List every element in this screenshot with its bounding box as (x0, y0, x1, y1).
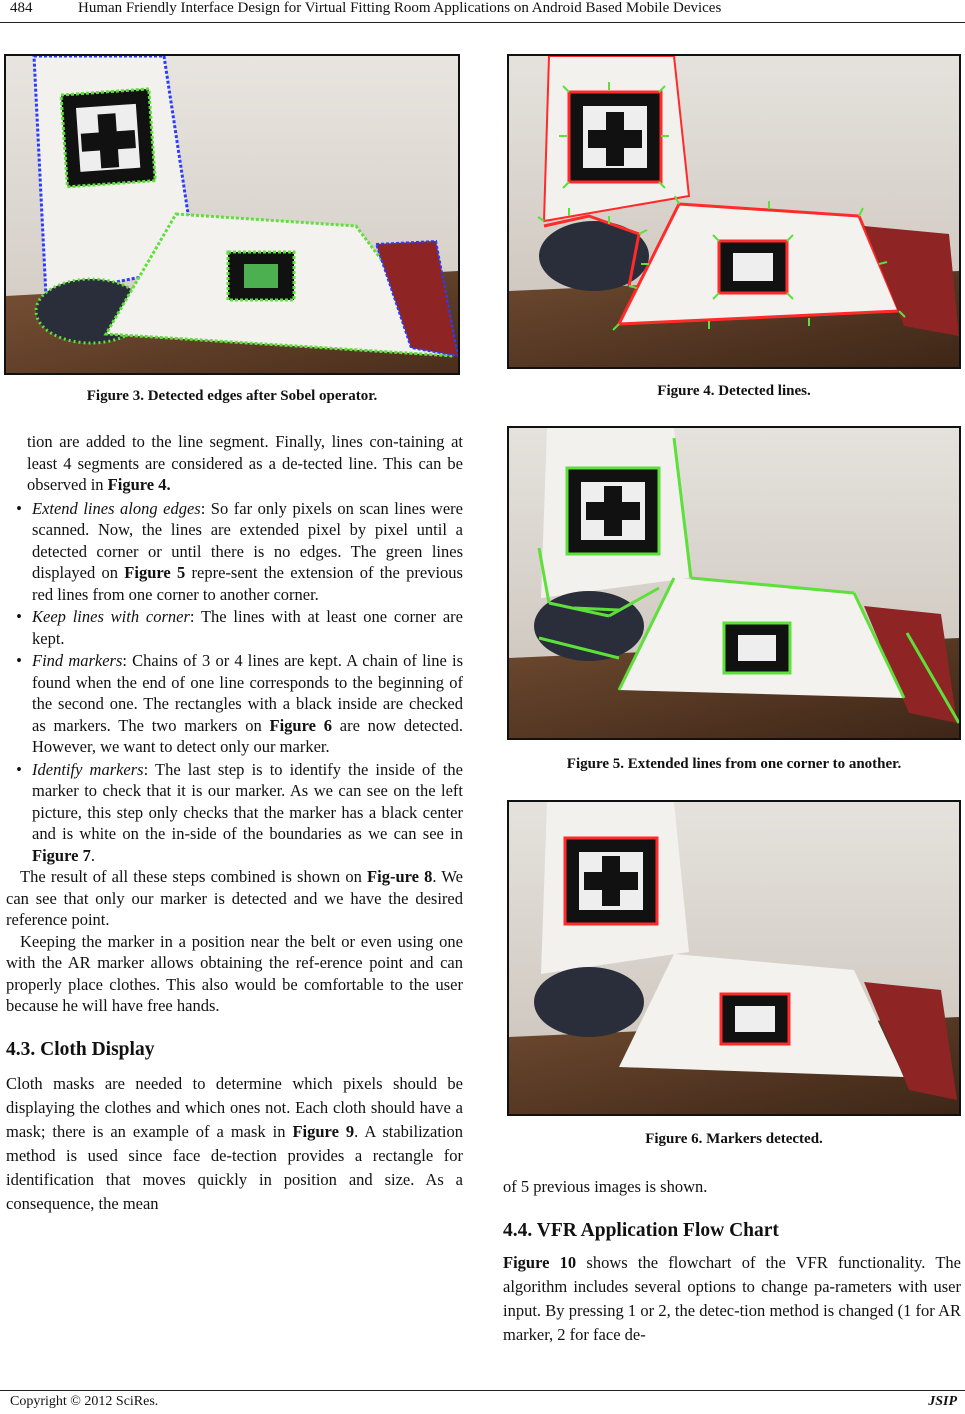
bullet-text: : So far only pixels on scan lines were scanned. Now, the lines are extended pixel by pixel until a detected corner or until there is no edges. The green lines displayed on (32, 498, 463, 582)
copyright: Copyright © 2012 SciRes. (10, 1394, 159, 1409)
figure-6-caption: Figure 6. Markers detected. (645, 1131, 823, 1147)
figure-6-ref: Figure 6 (269, 715, 332, 735)
figure-5-caption: Figure 5. Extended lines from one corner to another. (566, 756, 902, 772)
figure-10-ref: Figure 10 (503, 1253, 577, 1272)
paragraph-flowchart (503, 1251, 961, 1347)
figure-3-image (4, 54, 460, 375)
header-rule (0, 22, 965, 23)
bullet-find-markers (6, 650, 463, 758)
p2-text: . We can see that only our marker is detected and we have the desired reference point. (6, 867, 464, 929)
section-heading-4-3: 4.3. Cloth Display (6, 1038, 155, 1060)
bullet-term: Find markers (32, 651, 123, 670)
figure-4-image (507, 54, 961, 369)
p-flow-text: shows the flowchart of the VFR functionality. The algorithm includes several options to change pa-rameters with user input. By pressing 1 or 2, the detec-tion method is changed (1 for AR marker, 2 for face de- (503, 1253, 961, 1344)
bullet-text: : Chains of 3 or 4 lines are kept. A chain of line is found when the end of one line corresponds to the beginning of the second one. The rectangles with a black inside are checked as markers. The two markers on (32, 651, 463, 735)
bullet-term: Keep lines with corner (32, 607, 190, 626)
bullet-term: Extend lines along edges (32, 498, 201, 518)
section-heading-4-4: 4.4. VFR Application Flow Chart (503, 1219, 779, 1241)
bullet-text: are now detected. However, we want to detect only our marker. (32, 715, 463, 756)
bullet-text: repre-sent the extension of the previous red lines from one corner to another corner. (32, 563, 463, 604)
p2-text: The result of all these steps combined is shown on (20, 867, 368, 886)
journal-abbrev: JSIP (928, 1394, 957, 1409)
bullet-text: : The lines with at least one corner are kept. (32, 607, 463, 648)
p4-text: Cloth masks are needed to determine which pixels should be displaying the clothes and which ones not. Each cloth should have a mask; there is an example of a mask in (6, 1074, 463, 1141)
figure-7-ref: Figure 7 (32, 845, 91, 865)
bullet-dot-icon: • (16, 498, 22, 518)
bullet-extend-lines (6, 498, 463, 606)
figure-3-caption: Figure 3. Detected edges after Sobel operator. (86, 388, 378, 404)
bullet-dot-icon: • (16, 759, 22, 779)
right-column (503, 1176, 961, 1347)
bullet-dot-icon: • (16, 651, 22, 670)
figure-8-ref: Fig-ure 8 (367, 867, 433, 886)
figure-5-ref: Figure 5 (124, 563, 186, 582)
paragraph-cloth-display (6, 1072, 463, 1216)
left-column (6, 431, 463, 1216)
footer-rule (0, 1390, 965, 1391)
p1-text: tion are added to the line segment. Finally, lines con-taining at least 4 segments are considered as a de-tected line. This can be observed in (27, 432, 463, 494)
paragraph-continuation-right: of 5 previous images is shown. (503, 1177, 708, 1196)
bullet-text: : The last step is to identify the inside of the marker to check that it is our marker. As we can see on the left picture, this step only checks that the marker has a black center and is white on the in-side of the boundaries as we can see in (32, 759, 463, 843)
p4-text: . A stabilization method is used since face de-tection provides a rectangle for identification that moves quickly in position and size. As a consequence, the mean (6, 1122, 463, 1213)
bullet-dot-icon: • (16, 607, 22, 626)
figure-6-image (507, 800, 961, 1116)
paragraph-result (6, 866, 463, 931)
running-title: Human Friendly Interface Design for Virtual Fitting Room Applications on Android Based Mobile Devices (78, 0, 722, 16)
bullet-keep-lines (6, 606, 463, 649)
figure-9-ref: Figure 9 (292, 1122, 355, 1141)
figure-4-caption: Figure 4. Detected lines. (657, 383, 811, 399)
paragraph-keeping-marker: Keeping the marker in a position near the belt or even using one with the AR marker allows obtaining the ref-erence point and can properly place clothes. This also would be comfortable to the user because he will have free hands. (6, 931, 463, 1015)
paragraph-continuation (6, 431, 463, 496)
bullet-text: . (90, 845, 95, 865)
bullet-term: Identify markers (32, 759, 144, 779)
figure-5-image (507, 426, 961, 740)
figure-4-ref: Figure 4. (107, 475, 171, 494)
page-number: 484 (10, 0, 33, 16)
bullet-identify-markers (6, 759, 463, 867)
